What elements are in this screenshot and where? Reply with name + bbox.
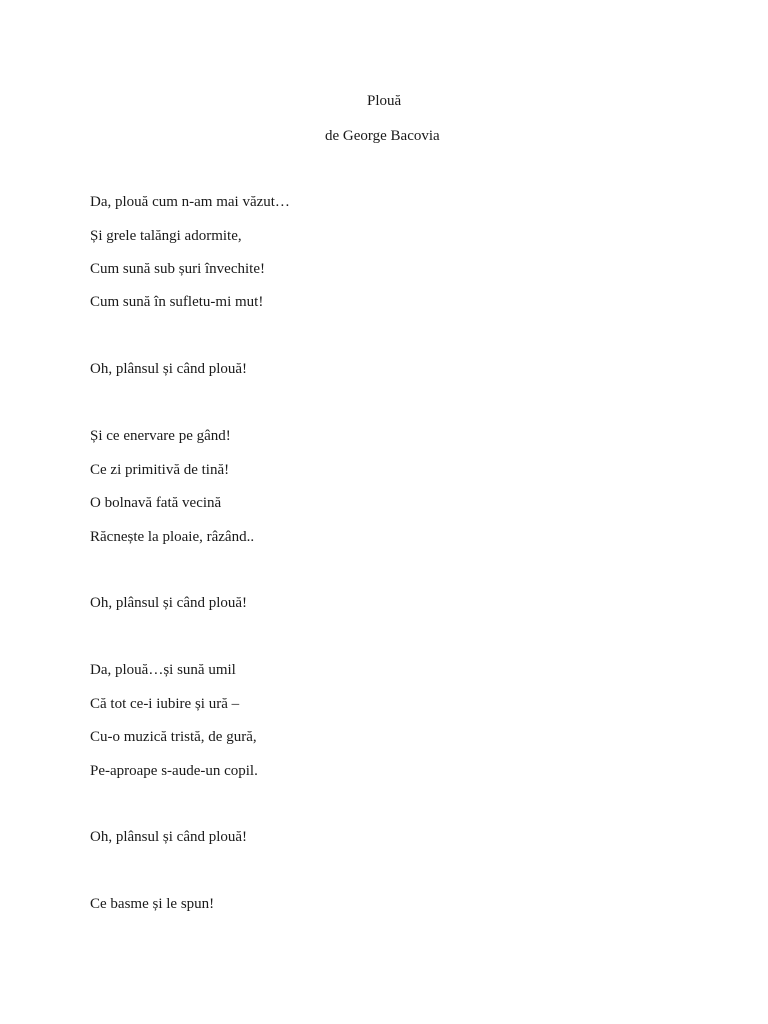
- poem-author: de George Bacovia: [325, 128, 440, 144]
- poem-line: Ce zi primitivă de tină!: [90, 462, 230, 478]
- poem-refrain: Oh, plânsul și când plouă!: [90, 361, 248, 377]
- poem-line: Răcnește la ploaie, râzând..: [90, 529, 255, 545]
- poem-line: Și ce enervare pe gând!: [90, 428, 231, 444]
- poem-title: Plouă: [367, 93, 402, 109]
- poem-line: Ce basme și le spun!: [90, 896, 215, 912]
- poem-refrain: Oh, plânsul și când plouă!: [90, 595, 248, 611]
- poem-line: Cu-o muzică tristă, de gură,: [90, 729, 257, 745]
- poem-refrain: Oh, plânsul și când plouă!: [90, 829, 248, 845]
- poem-line: O bolnavă fată vecină: [90, 495, 222, 511]
- poem-line: Pe-aproape s-aude-un copil.: [90, 763, 258, 779]
- poem-line: Că tot ce-i iubire și ură –: [90, 696, 240, 712]
- poem-line: Cum sună în sufletu-mi mut!: [90, 294, 264, 310]
- poem-line: Cum sună sub șuri învechite!: [90, 261, 265, 277]
- poem-line: Și grele talăngi adormite,: [90, 228, 242, 244]
- poem-line: Da, plouă cum n-am mai văzut…: [90, 194, 290, 210]
- poem-line: Da, plouă…și sună umil: [90, 662, 236, 678]
